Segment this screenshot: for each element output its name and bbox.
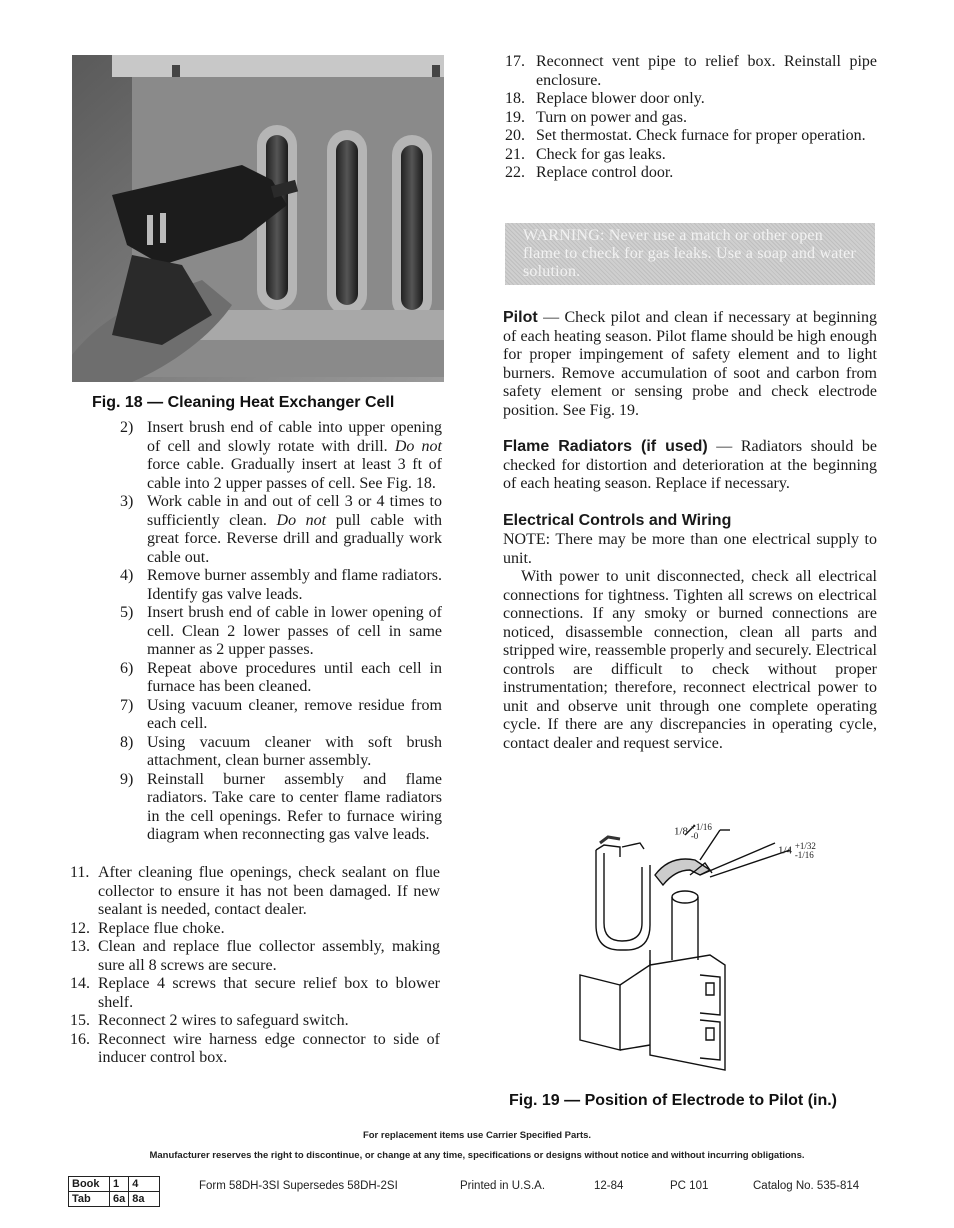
catalog-number: Catalog No. 535-814 <box>753 1180 860 1192</box>
fig18-photo <box>72 55 444 382</box>
list-item: 7) Using vacuum cleaner, remove residue from each cell. <box>120 696 442 732</box>
dimension-label-1: 1/8 +1/16 -0 <box>674 822 712 841</box>
list-item: 18. Replace blower door only. <box>505 90 705 107</box>
fig19-caption: Fig. 19 — Position of Electrode to Pilot (in.) <box>509 1092 838 1109</box>
footer-disclaimer: Manufacturer reserves the right to discontinue, or change at any time, specifications or designs without notice and without incurring obligations. <box>149 1150 805 1161</box>
list-item: 5) Insert brush end of cable in lower opening of cell. Clean 2 lower passes of cell in same manner as 2 upper passes. <box>120 604 442 658</box>
dimension-label-2: 1/4 +1/32 -1/16 <box>778 841 816 860</box>
list-item: 17. Reconnect vent pipe to relief box. Reinstall pipe enclosure. <box>505 53 877 89</box>
list-item: 15. Reconnect 2 wires to safeguard switch. <box>70 1012 349 1029</box>
form-number: Form 58DH-3SI Supersedes 58DH-2SI <box>199 1180 398 1192</box>
list-item: 11. After cleaning flue openings, check sealant on flue collector to ensure it has not been damaged. If new sealant is needed, contact dealer. <box>70 864 440 918</box>
list-item: 9) Reinstall burner assembly and flame radiators. Take care to center flame radiators in the cell openings. Refer to furnace wiring diagram when reconnecting gas valve leads. <box>120 770 442 843</box>
list-item: 2) Insert brush end of cable into upper opening of cell and slowly rotate with drill. Do not force cable. Gradually insert at least 3 ft of cable into 2 upper passes of cell. See Fig. 18. <box>120 419 443 492</box>
printed-in: Printed in U.S.A. <box>460 1180 546 1192</box>
list-item: 13. Clean and replace flue collector assembly, making sure all 8 screws are secure. <box>70 938 440 974</box>
list-item: 12. Replace flue choke. <box>70 919 225 937</box>
list-item: 8) Using vacuum cleaner with soft brush attachment, clean burner assembly. <box>120 733 442 769</box>
book-tab-table <box>68 1176 160 1207</box>
list-item: 4) Remove burner assembly and flame radiators. Identify gas valve leads. <box>120 567 442 603</box>
list-item: 16. Reconnect wire harness edge connector to side of inducer control box. <box>70 1030 440 1066</box>
tab-cell-2: 8a <box>129 1192 160 1207</box>
list-item: 21. Check for gas leaks. <box>505 145 666 163</box>
tab-cell-1: 6a <box>110 1192 129 1207</box>
footer-replacement-note: For replacement items use Carrier Specified Parts. <box>362 1130 592 1141</box>
pilot-section: Pilot — Check pilot and clean if necessary at beginning of each heating season. Pilot flame should be high enough for proper impingement of safety element and to light burners. Remove accumulation of soot and carbon from safety element or sensing probe and check electrode position. See Fig. 19. <box>503 309 877 419</box>
right-steps <box>505 53 877 183</box>
electrical-body: With power to unit disconnected, check all electrical connections for tightness. Tighten all screws on electrical connections. If any smoky or burned connections are noticed, disassemble connection, clean all parts and stripped wire, reassemble properly and securely. Electrical controls are difficult to check without proper instrumentation; therefore, reconnect electrical power to unit and observe unit through one complete operating cycle. If there are any discrepancies in operating cycle, contact dealer and request service. <box>503 568 877 752</box>
list-item: 6) Repeat above procedures until each cell in furnace has been cleaned. <box>120 659 442 695</box>
list-item: 20. Set thermostat. Check furnace for proper operation. <box>505 127 866 144</box>
list-item: 22. Replace control door. <box>505 164 674 181</box>
warning-box: WARNING: Never use a match or other open flame to check for gas leaks. Use a soap and water solution. <box>505 223 875 285</box>
pc-number: PC 101 <box>670 1180 709 1192</box>
radiators-heading: Flame Radiators (if used) <box>503 438 708 455</box>
pilot-heading: Pilot <box>503 309 538 326</box>
radiators-section: Flame Radiators (if used) — Radiators should be checked for distortion and deterioration at the beginning of each heating season. Replace if necessary. <box>503 438 878 492</box>
electrical-note: NOTE: There may be more than one electrical supply to unit. <box>503 531 877 567</box>
fig18-caption: Fig. 18 — Cleaning Heat Exchanger Cell <box>92 394 395 411</box>
list-item: 14. Replace 4 screws that secure relief box to blower shelf. <box>70 975 440 1011</box>
right-sections <box>503 309 877 753</box>
left-substeps <box>120 419 442 845</box>
print-date: 12-84 <box>594 1180 624 1192</box>
electrical-heading: Electrical Controls and Wiring <box>503 511 732 529</box>
list-item: 19. Turn on power and gas. <box>505 108 687 126</box>
book-label: Book <box>69 1177 110 1192</box>
list-item: 3) Work cable in and out of cell 3 or 4 times to sufficiently clean. Do not pull cable with great force. Reverse drill and gradually work cable out. <box>120 493 443 566</box>
book-cell-2: 4 <box>129 1177 160 1192</box>
book-cell-1: 1 <box>110 1177 129 1192</box>
left-steps <box>70 864 440 1068</box>
tab-label: Tab <box>69 1192 110 1207</box>
